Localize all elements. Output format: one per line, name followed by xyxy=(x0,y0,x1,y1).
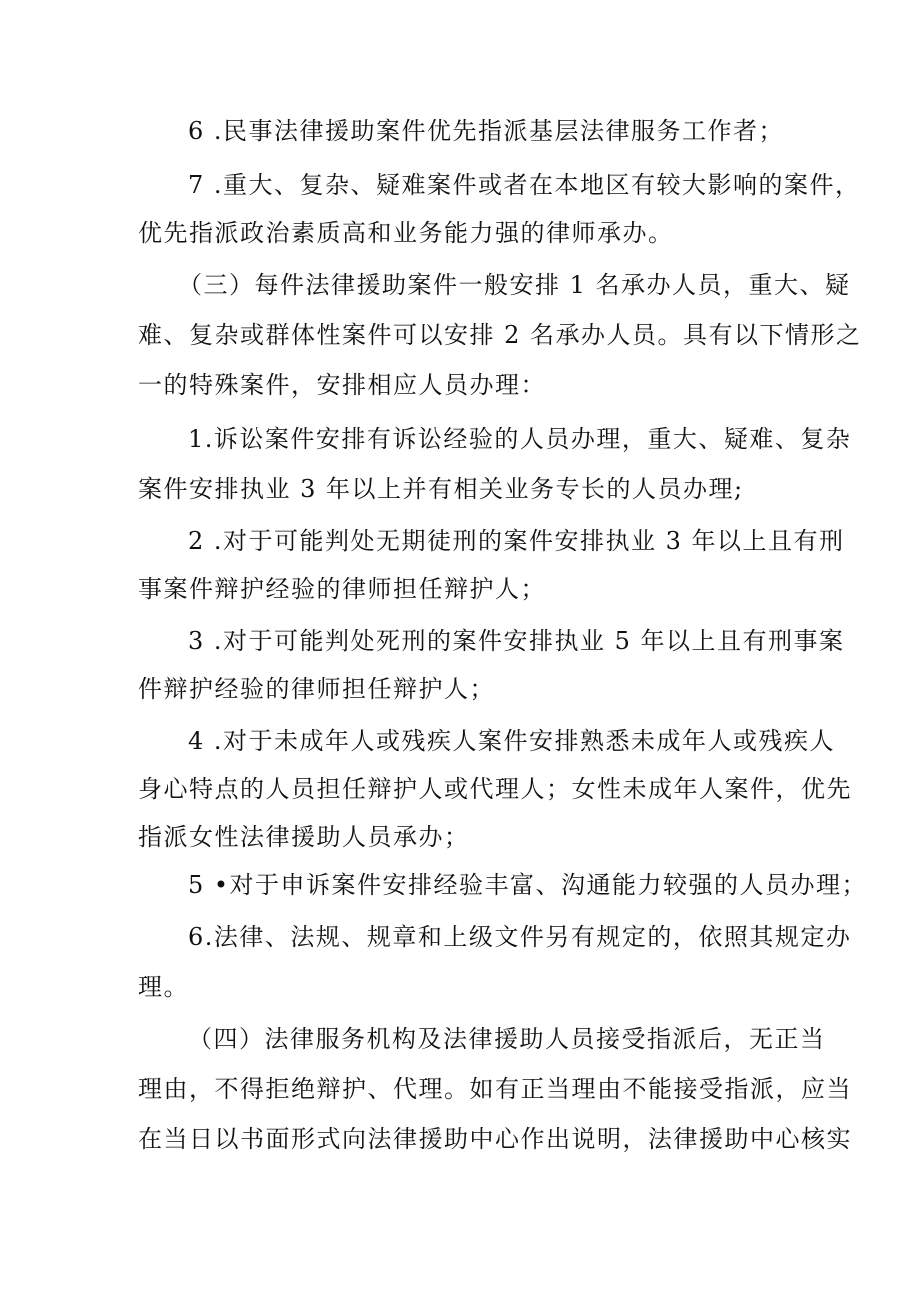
item-4-line-1: 4 .对于未成年人或残疾人案件安排熟悉未成年人或残疾人 xyxy=(188,727,836,755)
item-1-line-2: 案件安排执业 3 年以上并有相关业务专长的人员办理; xyxy=(138,475,744,503)
paragraph-3-line-1: （三）每件法律援助案件一般安排 1 名承办人员，重大、疑 xyxy=(178,271,851,299)
paragraph-4-line-2: 理由，不得拒绝辩护、代理。如有正当理由不能接受指派，应当 xyxy=(138,1075,852,1103)
paragraph-4-line-1: （四）法律服务机构及法律援助人员接受指派后，无正当 xyxy=(188,1025,826,1053)
paragraph-3-line-2: 难、复杂或群体性案件可以安排 2 名承办人员。具有以下情形之 xyxy=(138,321,862,349)
item-4-line-2: 身心特点的人员担任辩护人或代理人；女性未成年人案件，优先 xyxy=(138,775,852,803)
item-2-line-2: 事案件辩护经验的律师担任辩护人； xyxy=(138,575,546,603)
item-6-line-1: 6.法律、法规、规章和上级文件另有规定的，依照其规定办 xyxy=(188,923,852,951)
item-6-line-2: 理。 xyxy=(138,973,189,1001)
item-3-line-1: 3 .对于可能判处死刑的案件安排执业 5 年以上且有刑事案 xyxy=(188,627,845,655)
item-4-line-3: 指派女性法律援助人员承办； xyxy=(138,823,470,851)
item-3-line-2: 件辩护经验的律师担任辩护人； xyxy=(138,675,495,703)
paragraph-7-line-1: 7 .重大、复杂、疑难案件或者在本地区有较大影响的案件， xyxy=(188,171,861,199)
item-5-line-1: 5 •对于申诉案件安排经验丰富、沟通能力较强的人员办理； xyxy=(188,871,868,899)
paragraph-6-line-1: 6 .民事法律援助案件优先指派基层法律服务工作者； xyxy=(188,117,785,145)
paragraph-3-line-3: 一的特殊案件，安排相应人员办理： xyxy=(138,371,546,399)
item-2-line-1: 2 .对于可能判处无期徒刑的案件安排执业 3 年以上且有刑 xyxy=(188,527,845,555)
paragraph-4-line-3: 在当日以书面形式向法律援助中心作出说明，法律援助中心核实 xyxy=(138,1125,852,1153)
item-1-line-1: 1.诉讼案件安排有诉讼经验的人员办理，重大、疑难、复杂 xyxy=(188,425,852,453)
paragraph-7-line-2: 优先指派政治素质高和业务能力强的律师承办。 xyxy=(138,219,674,247)
